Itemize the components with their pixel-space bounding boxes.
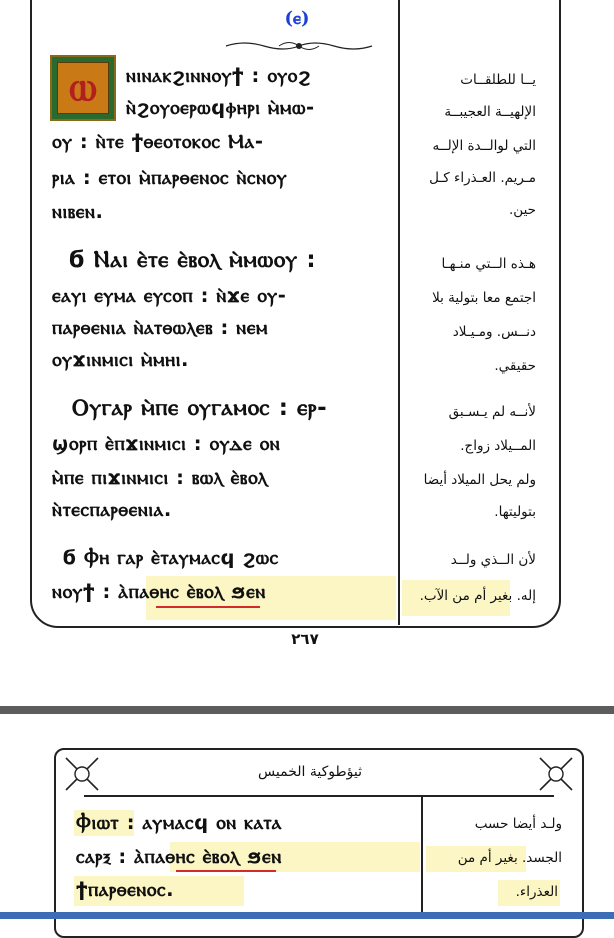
arabic-line: حين.	[509, 202, 536, 218]
coptic-line: ϭ Ⲛⲁⲓ ⲉ̀ⲧⲉ ⲉ̀ⲃⲟⲗ ⲙ̀ⲙⲱⲟⲩ :	[68, 247, 317, 273]
arabic-line: التي لوالــدة الإلــه	[432, 138, 536, 154]
arabic-line: الجسد. بغير أم من	[457, 850, 562, 866]
arabic-line: المــيلاد زواج.	[460, 438, 536, 454]
ornament-divider-icon	[224, 38, 374, 54]
arabic-line: ولم يحل الميلاد أيضا	[423, 472, 536, 488]
arabic-line: اجتمع معا بتولية بلا	[432, 290, 536, 306]
highlighted-phrase: بغير أم من	[457, 850, 518, 866]
coptic-line: ⲛⲓⲃⲉⲛ.	[52, 200, 104, 223]
coptic-line: ⲛⲟⲩϯ : ⲁ̀ⲡⲁⲑⲏⲥ ⲉ̀ⲃⲟⲗ ϧⲉⲛ	[52, 580, 266, 603]
arabic-line: مـريم. العـذراء كـل	[429, 170, 536, 186]
page-number: ٢٦٧	[291, 630, 319, 648]
arabic-line: حقيقي.	[494, 358, 536, 374]
highlighted-phrase: بغير أم من الآب.	[419, 588, 513, 604]
coptic-line: ⲛ̀ⲧⲉⲥⲡⲁⲣⲑⲉⲛⲓⲁ.	[52, 498, 172, 521]
coptic-line: Ⲟⲩⲅⲁⲣ ⲙ̀ⲡⲉ ⲟⲩⲅⲁⲙⲟⲥ : ⲉⲣ-	[72, 395, 328, 421]
column-divider	[421, 797, 423, 919]
coptic-line: ⲣⲓⲁ : ⲉⲧⲟⲓ ⲙ̀ⲡⲁⲣⲑⲉⲛⲟⲥ ⲛ̀ⲥⲛⲟⲩ	[52, 166, 288, 189]
red-underline	[156, 606, 260, 608]
arabic-line: يــا للطلقــات	[460, 72, 536, 88]
section-number: (ⲉ)	[284, 8, 310, 29]
arabic-line: هـذه الــتي منـهـا	[441, 256, 536, 272]
coptic-line: ⲛⲓⲛⲁⲕϩⲓⲛⲛⲟⲩϯ : ⲟⲩⲟϩ	[126, 64, 311, 87]
window-bottom-edge	[0, 912, 614, 919]
illuminated-initial: ⲱ	[50, 55, 116, 121]
arabic-line: ولـد أيضا حسب	[474, 816, 562, 832]
coptic-line: ϯⲡⲁⲣⲑⲉⲛⲟⲥ.	[76, 878, 175, 901]
arabic-line: لأنــه لم يـسـبق	[448, 404, 536, 420]
arabic-line: العذراء.	[515, 884, 558, 900]
arabic-line: دنــس. ومـيـلاد	[452, 324, 536, 340]
coptic-line: ⲟⲩϫⲓⲛⲙⲓⲥⲓ ⲙ̀ⲙⲏⲓ.	[52, 348, 189, 371]
header-rule	[84, 795, 554, 797]
column-divider	[398, 0, 400, 625]
coptic-line: ⲙ̀ⲡⲉ ⲡⲓϫⲓⲛⲙⲓⲥⲓ : ⲃⲱⲗ ⲉ̀ⲃⲟⲗ	[52, 466, 268, 489]
highlighted-word: ⲁ̀ⲡⲁⲑⲏⲥ	[118, 580, 180, 603]
arabic-line: لأن الــذي ولــد	[450, 552, 536, 568]
red-underline	[176, 870, 276, 872]
page-separator	[0, 706, 614, 714]
arabic-line: الإلهيــة العجيبــة	[444, 104, 536, 120]
coptic-line: ϣⲟⲣⲡ ⲉ̀ⲡϫⲓⲛⲙⲓⲥⲓ : ⲟⲩⲇⲉ ⲟⲛ	[52, 432, 281, 455]
coptic-line: ϭ Ⲫⲏ ⲅⲁⲣ ⲉ̀ⲧⲁⲩⲙⲁⲥϥ ϩⲱⲥ	[62, 546, 279, 569]
coptic-line: ⲡⲁⲣⲑⲉⲛⲓⲁ ⲛ̀ⲁⲧⲑⲱⲗⲉⲃ : ⲛⲉⲙ	[52, 316, 269, 339]
arabic-line: بتوليتها.	[494, 504, 536, 520]
arabic-line: إله. بغير أم من الآب.	[419, 588, 536, 604]
coptic-line: ⲉⲁⲩⲓ ⲉⲩⲙⲁ ⲉⲩⲥⲟⲡ : ⲛ̀ϫⲉ ⲟⲩ-	[52, 284, 287, 307]
corner-ornament-icon	[534, 752, 578, 796]
corner-ornament-icon	[60, 752, 104, 796]
coptic-line: ⲟⲩ : ⲛ̀ⲧⲉ ϯⲑⲉⲟⲧⲟⲕⲟⲥ Ⲙⲁ-	[52, 130, 264, 153]
running-header: ثيؤطوكية الخميس	[258, 764, 362, 780]
coptic-line: ⲛ̀ϩⲟⲩⲟⲉⲣⲱϥⲫⲏⲣⲓ ⲙ̀ⲙⲱ-	[126, 96, 315, 119]
coptic-line: Ⲫⲓⲱⲧ : ⲁⲩⲙⲁⲥϥ ⲟⲛ ⲕⲁⲧⲁ	[76, 811, 283, 834]
highlighted-word: ⲁ̀ⲡⲁⲑⲏⲥ	[134, 845, 196, 868]
coptic-line: ⲥⲁⲣⲝ : ⲁ̀ⲡⲁⲑⲏⲥ ⲉ̀ⲃⲟⲗ ϧⲉⲛ	[76, 845, 282, 868]
